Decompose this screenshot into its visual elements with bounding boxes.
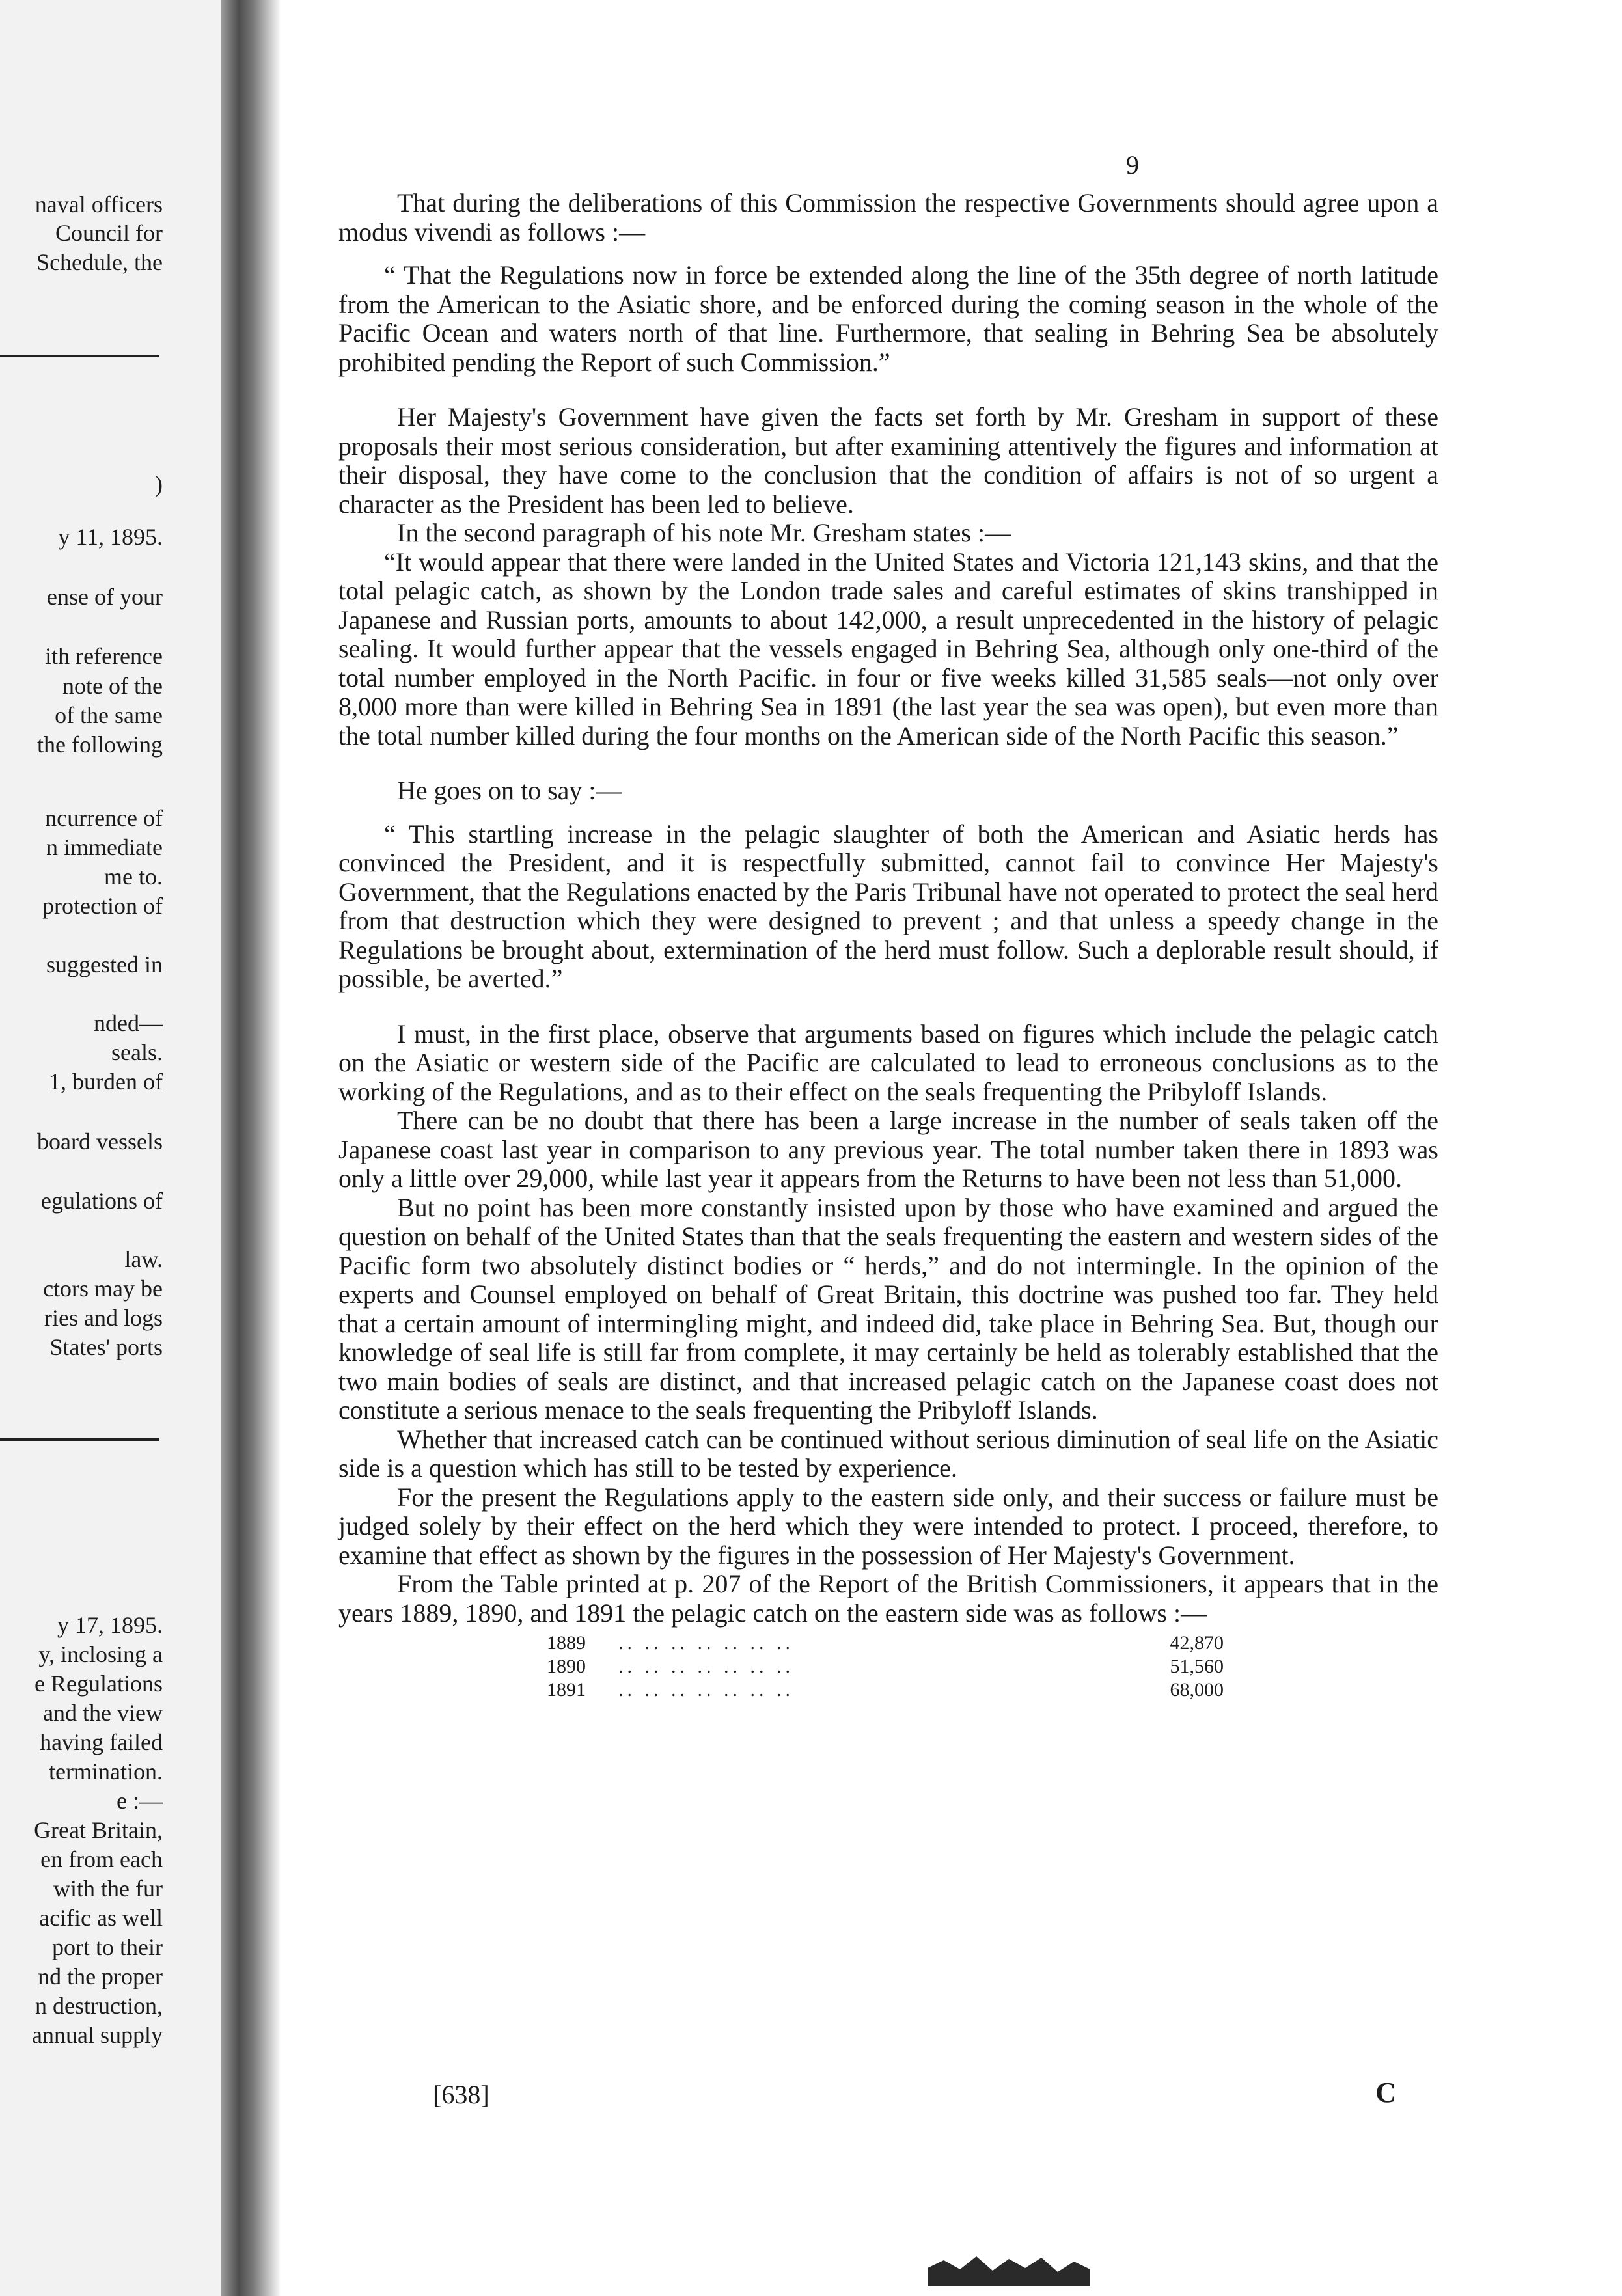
left-line: n immediate: [46, 834, 163, 860]
left-line: ): [155, 471, 163, 497]
left-line: seals.: [111, 1039, 163, 1065]
left-rule: [0, 1438, 159, 1441]
left-line: nd the proper: [38, 1963, 163, 1989]
left-line: acific as well: [39, 1905, 163, 1931]
left-line: protection of: [42, 893, 163, 919]
left-line: and the view: [43, 1700, 163, 1726]
table-value: 51,560: [1170, 1656, 1224, 1677]
left-line: Great Britain,: [34, 1817, 163, 1843]
left-line: ctors may be: [43, 1276, 163, 1302]
left-line: ncurrence of: [45, 805, 163, 831]
left-line: port to their: [52, 1934, 163, 1960]
table-year: 1890: [547, 1656, 586, 1677]
paragraph-first-place: I must, in the first place, observe that arguments based on figures which include the pelagic catch on the Asiatic or western side of the Pacific are calculated to lead to erroneous conclusions as to the working of the Regulations, and as to their effect on the seals frequenting the Pribyloff Islands.: [338, 1018, 1438, 1106]
left-line: suggested in: [46, 951, 163, 977]
paragraph-eastern-side: For the present the Regulations apply to the eastern side only, and their success or failure must be judged solely by their effect on the herd which they were intended to protect. I proceed, therefore, to examine that effect as shown by the figures in the possession of Her Majesty's Government.: [338, 1482, 1438, 1570]
left-line: e Regulations: [34, 1671, 163, 1697]
left-line: n destruction,: [35, 1993, 163, 2019]
left-line: States' ports: [49, 1334, 163, 1360]
quote-startling-increase: “ This startling increase in the pelagic slaughter of both the American and Asiatic herds has convinced the President, and it is respectfully submitted, cannot fail to convince Her Majesty's Government, that the Regulations enacted by the Paris Tribunal have not operated to protect the seal herd from that destruction which they were designed to prevent ; and that unless a speedy change in the Regulations be brought about, extermination of the herd must follow. Such a deplorable result should, if possible, be averted.”: [338, 819, 1438, 993]
left-line: y 11, 1895.: [58, 524, 163, 550]
left-rule: [0, 355, 159, 357]
left-line: note of the: [62, 673, 163, 699]
paragraph-japanese-coast: There can be no doubt that there has been a large increase in the number of seals taken off the Japanese coast last year in comparison to any previous year. The total number taken there in 1893 was only a little over 29,000, while last year it appears from the Returns to have been not less than 51,000.: [338, 1106, 1438, 1193]
main-page: [280, 0, 1569, 2296]
left-line: nded—: [94, 1010, 163, 1036]
quote-pelagic-catch: “It would appear that there were landed in the United States and Victoria 121,143 skins, and that the total pelagic catch, as shown by the London trade sales and careful estimates of skins transhipped in Japanese and Russian ports, amounts to about 142,000, a result unprecedented in the history of pelagic sealing. It would further appear that the vessels engaged in Behring Sea, although only one-third of the total number employed in the North Pacific. in four or five weeks killed 31,585 seals—not only over 8,000 more than were killed in Behring Sea in 1891 (the last year the sea was open), but even more than the total number killed during the four months on the American side of the North Pacific this season.”: [338, 547, 1438, 750]
paragraph-goes-on: He goes on to say :—: [397, 776, 622, 805]
table-leader-dots: .. .. .. .. .. .. ..: [618, 1656, 794, 1677]
left-line: e :—: [117, 1788, 163, 1814]
left-line: en from each: [40, 1846, 163, 1872]
left-line: Schedule, the: [36, 249, 163, 275]
table-year: 1891: [547, 1679, 586, 1701]
page-number: 9: [1126, 150, 1139, 180]
table-year: 1889: [547, 1632, 586, 1654]
quote-regulations-extension: “ That the Regulations now in force be extended along the line of the 35th degree of north latitude from the American to the Asiatic shore, and be enforced during the coming season in the whole of the Pacific Ocean and waters north of that line. Furthermore, that sealing in Behring Sea be absolutely prohibited pending the Report of such Commission.”: [338, 260, 1438, 377]
left-line: with the fur: [53, 1876, 163, 1902]
left-line: annual supply: [32, 2022, 163, 2048]
paragraph-second-note: In the second paragraph of his note Mr. Gresham states :—: [397, 518, 1011, 547]
table-leader-dots: .. .. .. .. .. .. ..: [618, 1632, 794, 1654]
left-line: naval officers: [34, 191, 163, 217]
print-code: [638]: [433, 2080, 489, 2109]
paragraph-asiatic-side: Whether that increased catch can be continued without serious diminution of seal life on the Asiatic side is a question which has still to be tested by experience.: [338, 1424, 1438, 1483]
left-line: board vessels: [37, 1128, 163, 1155]
table-value: 42,870: [1170, 1632, 1224, 1654]
left-line: law.: [124, 1246, 163, 1272]
body-text: [338, 189, 1438, 1702]
paragraph-government-consideration: Her Majesty's Government have given the facts set forth by Mr. Gresham in support of these proposals their most serious consideration, but after examining attentively the figures and information at their disposal, they have come to the conclusion that the condition of affairs is not of so urgent a character as the President has been led to believe.: [338, 402, 1438, 519]
left-line: Council for: [55, 220, 163, 246]
paragraph-modus-vivendi: That during the deliberations of this Commission the respective Governments should agree upon a modus vivendi as follows :—: [338, 188, 1438, 247]
book-gutter-shadow: [221, 0, 280, 2296]
left-line: ries and logs: [44, 1305, 163, 1331]
table-leader-dots: .. .. .. .. .. .. ..: [618, 1679, 794, 1701]
left-line: having failed: [40, 1729, 163, 1755]
left-page-fragment: [0, 0, 221, 2296]
left-line: 1, burden of: [49, 1069, 163, 1095]
left-line: of the same: [55, 702, 163, 728]
table-value: 68,000: [1170, 1679, 1224, 1701]
left-line: the following: [37, 731, 163, 758]
signature-letter: C: [1375, 2077, 1396, 2109]
page-edge-damage-mark: [924, 2248, 1093, 2288]
table-row: [547, 1655, 1224, 1678]
left-line: ense of your: [47, 584, 163, 610]
left-line: egulations of: [41, 1188, 163, 1214]
left-line: ith reference: [45, 643, 163, 669]
left-line: termination.: [49, 1758, 163, 1784]
table-row: [547, 1632, 1224, 1655]
paragraph-distinct-herds: But no point has been more constantly insisted upon by those who have examined and argued the question on behalf of the United States than that the seals frequenting the eastern and western sides of the Pacific form two absolutely distinct bodies or “ herds,” and do not intermingle. In the opinion of the experts and Counsel employed on behalf of Great Britain, this doctrine was pushed too far. They held that a certain amount of intermingling might, and indeed did, take place in Behring Sea. But, though our knowledge of seal life is still far from complete, it may certainly be held as tolerably established that the two main bodies of seals are distinct, and that increased pelagic catch on the Japanese coast does not constitute a serious menace to the seals frequenting the Pribyloff Islands.: [338, 1192, 1438, 1425]
paragraph-commissioners-table: From the Table printed at p. 207 of the Report of the British Commissioners, it appears that in the years 1889, 1890, and 1891 the pelagic catch on the eastern side was as follows :—: [338, 1569, 1438, 1628]
table-row: [547, 1678, 1224, 1702]
left-line: y 17, 1895.: [57, 1612, 163, 1638]
left-line: me to.: [104, 864, 163, 890]
pelagic-catch-table: [547, 1632, 1224, 1702]
left-line: y, inclosing a: [38, 1641, 163, 1667]
